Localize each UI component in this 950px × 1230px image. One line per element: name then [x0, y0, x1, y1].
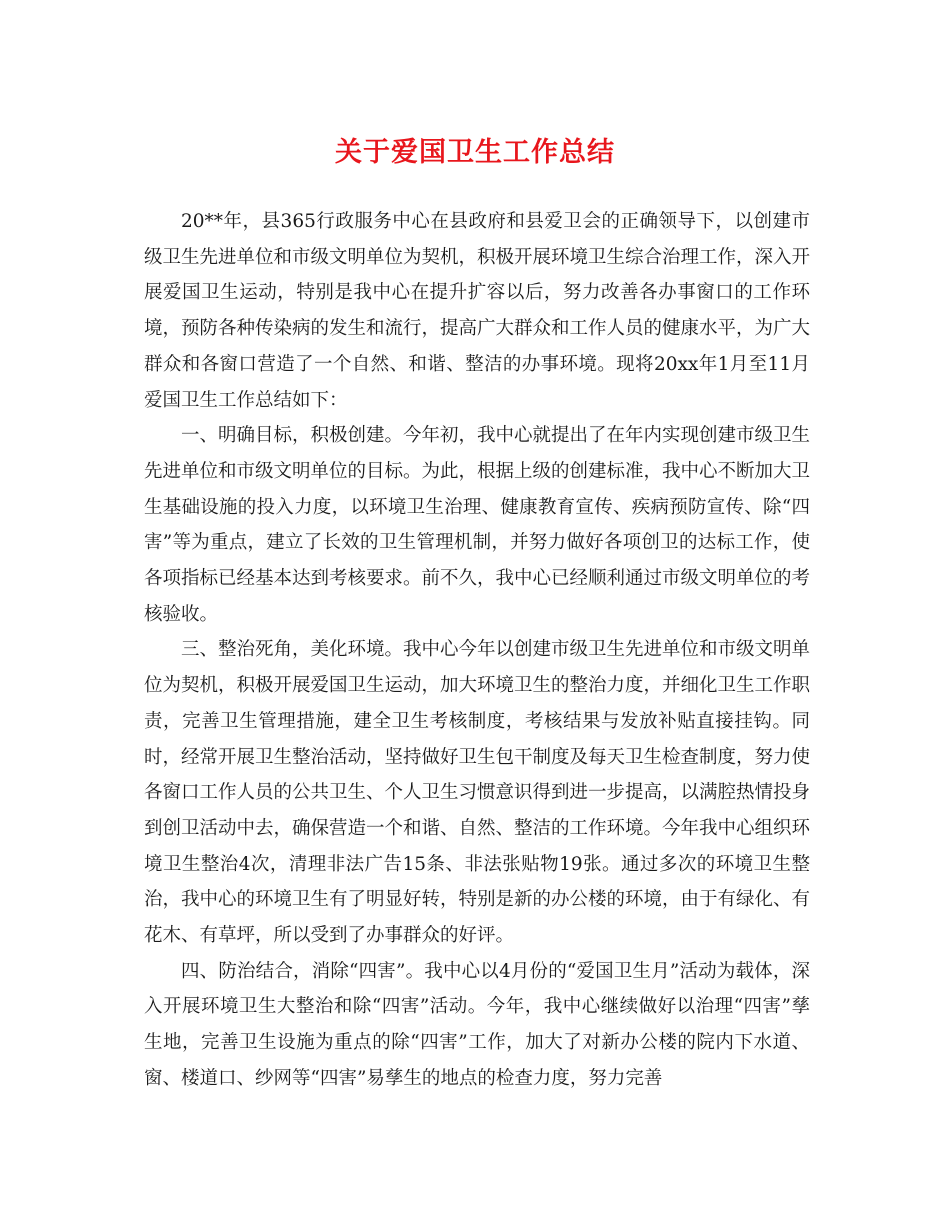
document-title: 关于爱国卫生工作总结	[335, 137, 615, 168]
paragraph-intro: 20**年，县365行政服务中心在县政府和县爱卫会的正确领导下，以创建市级卫生先进单位和市级文明单位为契机，积极开展环境卫生综合治理工作，深入开展爱国卫生运动，特别是我中心在提升扩容以后，努力改善各办事窗口的工作环境，预防各种传染病的发生和流行，提高广大群众和工作人员的健康水平，为广大群众和各窗口营造了一个自然、和谐、整洁的办事环境。现将20xx年1月至11月爱国卫生工作总结如下：	[144, 211, 811, 411]
paragraph-environment: 三、整治死角，美化环境。我中心今年以创建市级卫生先进单位和市级文明单位为契机，积极开展爱国卫生运动，加大环境卫生的整治力度，并细化卫生工作职责，完善卫生管理措施，建全卫生考核制度，考核结果与发放补贴直接挂钩。同时，经常开展卫生整治活动，坚持做好卫生包干制度及每天卫生检查制度，努力使各窗口工作人员的公共卫生、个人卫生习惯意识得到进一步提高，以满腔热情投身到创卫活动中去，确保营造一个和谐、自然、整洁的工作环境。今年我中心组织环境卫生整治4次，清理非法广告15条、非法张贴物19张。通过多次的环境卫生整治，我中心的环境卫生有了明显好转，特别是新的办公楼的环境，由于有绿化、有花木、有草坪，所以受到了办事群众的好评。	[144, 639, 811, 947]
document-body	[144, 204, 810, 1097]
paragraph-goals: 一、明确目标，积极创建。今年初，我中心就提出了在年内实现创建市级卫生先进单位和市级文明单位的目标。为此，根据上级的创建标准，我中心不断加大卫生基础设施的投入力度，以环境卫生治理、健康教育宣传、疾病预防宣传、除“四害”等为重点，建立了长效的卫生管理机制，并努力做好各项创卫的达标工作，使各项指标已经基本达到考核要求。前不久，我中心已经顺利通过市级文明单位的考核验收。	[144, 425, 811, 625]
paragraph-pest-control: 四、防治结合，消除“四害”。我中心以4月份的“爱国卫生月”活动为载体，深入开展环境卫生大整治和除“四害”活动。今年，我中心继续做好以治理“四害”孳生地，完善卫生设施为重点的除“四害”工作，加大了对新办公楼的院内下水道、窗、楼道口、纱网等“四害”易孳生的地点的检查力度，努力完善	[144, 960, 810, 1089]
